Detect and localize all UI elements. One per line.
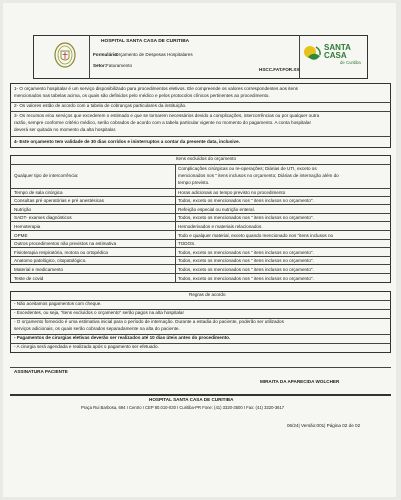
excluded-table-row (10, 248, 391, 257)
santa-casa-logo-icon (302, 43, 324, 65)
row-value: Todos, exceto os mencionados nos " itens inclusos no orçamento". (178, 275, 314, 281)
clause-3-cont2: deverá ser quitada no momento da alta hospitalar. (14, 127, 117, 132)
excluded-table-row (10, 188, 391, 197)
rule-1: - Não aceitamos pagamentos com cheque. (14, 301, 102, 306)
patient-signature-label: ASSINATURA PACIENTE (14, 369, 68, 374)
row-value: Hemoderivados e materiais relacionados. (178, 223, 263, 229)
sector-label: Setor: (93, 63, 107, 68)
rule-2: - Excedentes, ou seja, "itens excluídos o orçamento" serão pagos na alta hospitalar (14, 310, 185, 315)
staff-signature-label: MIRAITA DA APARECIDA WOLCHER (260, 379, 340, 384)
row-value: Todo e qualquer material, exceto quando mencionado nos "itens inclusos no (178, 232, 334, 238)
excluded-table-row (10, 265, 391, 274)
row-value-intercorrencia-1: Complicações cirúrgicas ou re-operações; Diárias de UTI, exceto os (178, 166, 317, 171)
document-code: HSCC.FAT.FOR.XX (259, 67, 300, 72)
row-label: Tempo de sala cirúrgica (14, 189, 63, 195)
footer-hospital-name: HOSPITAL SANTA CASA DE CURITIBA (149, 397, 234, 402)
excluded-table-row (10, 274, 391, 283)
clause-2: 2- Os valores estão de acordo com a tabela de cobranças particulares da instituição. (14, 103, 187, 108)
excluded-table-row (10, 257, 391, 266)
row-value: Horas adicionais ao tempo previsto no procedimento (178, 189, 286, 195)
document-page (3, 3, 396, 497)
clause-1-cont: mencionados nas tabelas acima, os quais são definidos pelo médico e pelos protocolos clínicos pertinentes ao procedimento. (14, 93, 270, 98)
footer-version: 06/24| Versão:001| Página 02 de 02 (287, 423, 361, 428)
header-hospital-name: HOSPITAL SANTA CASA DE CURITIBA (101, 39, 190, 44)
logo-subtitle: de Curitiba (340, 60, 361, 65)
row-value: Todos, exceto os mencionados nos " itens inclusos no orçamento". (178, 198, 314, 204)
excluded-items-title: Itens excluídos do orçamento (176, 156, 237, 161)
row-label: OPME (14, 232, 28, 238)
logo-word-casa: CASA (324, 51, 347, 60)
excluded-table-row (10, 214, 391, 223)
rules-title: Regras de acordo (189, 292, 226, 297)
row-value-intercorrencia-3: tempo previsto. (178, 180, 210, 185)
excluded-table-row (10, 222, 391, 231)
clause-3: 3- Os recursos e/ou serviços que excederem o estimado e que se tornarem necessários devido a complicações, intercorrências ou por qualquer outra (14, 113, 320, 118)
row-value: TODOS. (178, 241, 196, 247)
row-value: Todos, exceto os mencionados nos " itens inclusos no orçamento". (178, 266, 314, 272)
excluded-table-row (10, 205, 391, 214)
row-value: Refeição especial ou nutrição enteral. (178, 206, 255, 212)
row-label: Fisioterapia respiratória, motora ou ortopédica (14, 249, 108, 255)
rule-5: - A cirurgia será agendada e realizada após o pagamento ser efetuado. (14, 344, 159, 349)
clause-4: 4- Este orçamento tem validade de 30 dias corridos e ininterruptos a contar da presente data, inclusive. (14, 139, 240, 144)
row-label: Teste de covid (14, 275, 44, 281)
excluded-table-row (10, 197, 391, 206)
form-label: Formulário: (93, 52, 119, 57)
footer-address: Praça Rui Barbosa, 694 I Centro I CEP 80.010-030 I Curitiba-PR Fone: (41) 3320-3500 I Fax: (41) 3320-3617 (81, 405, 285, 410)
row-value-intercorrencia-2: mencionados nos " itens inclusos no orçamento; Diárias de internação além do (178, 173, 339, 178)
logo-word-santa: SANTA (324, 43, 351, 52)
row-label: Nutrição (14, 206, 32, 212)
rule-3: - O orçamento fornecido é uma estimativa inicial para o período de internação. Durante a estadia do paciente, poderão ser utilizados (14, 319, 284, 324)
row-label: Consultas pré operatórias e pré anestésicas (14, 198, 104, 204)
rule-3-cont: serviços adicionais, os quais serão cobrados separadamente na alta do paciente. (14, 326, 180, 331)
row-label: Material e medicamento (14, 266, 64, 272)
excluded-table-row (10, 240, 391, 249)
excluded-table-row (10, 231, 391, 240)
row-value: Todos, exceto os mencionados nos " itens inclusos no orçamento". (178, 215, 314, 221)
row-label: SADT- exames diagnósticos (14, 215, 72, 221)
row-label-intercorrencia: Qualquer tipo de intercorrência: (14, 173, 79, 178)
rule-4: - Pagamentos de cirurgias eletivas deverão ser realizados até 10 dias úteis antes do procedimento. (14, 335, 231, 340)
sector-value: Faturamento (106, 63, 133, 68)
clause-3-cont: razão, sempre conforme critério médico, serão cobrados de acordo com a tabela particular vigente no momento do pagamento. A conta hospitalar (14, 120, 311, 125)
form-value: Orçamento de Despesas Hospitalares (115, 52, 193, 57)
row-label: Anatomo patológico, citopatológico. (14, 258, 87, 264)
row-value: Todos, exceto os mencionados nos " itens inclusos no orçamento". (178, 249, 314, 255)
clause-1: 1- O orçamento hospitalar é um serviço disponibilizado para procedimentos eletivos. Ele compreende os valores correspondentes aos itens (14, 86, 298, 91)
row-label: Outros procedimentos não previstos na estimativa (14, 241, 117, 247)
row-value: Todos, exceto os mencionados nos " itens inclusos no orçamento". (178, 258, 314, 264)
hospital-crest-icon (53, 41, 77, 69)
row-label: Hemoterapia (14, 223, 41, 229)
